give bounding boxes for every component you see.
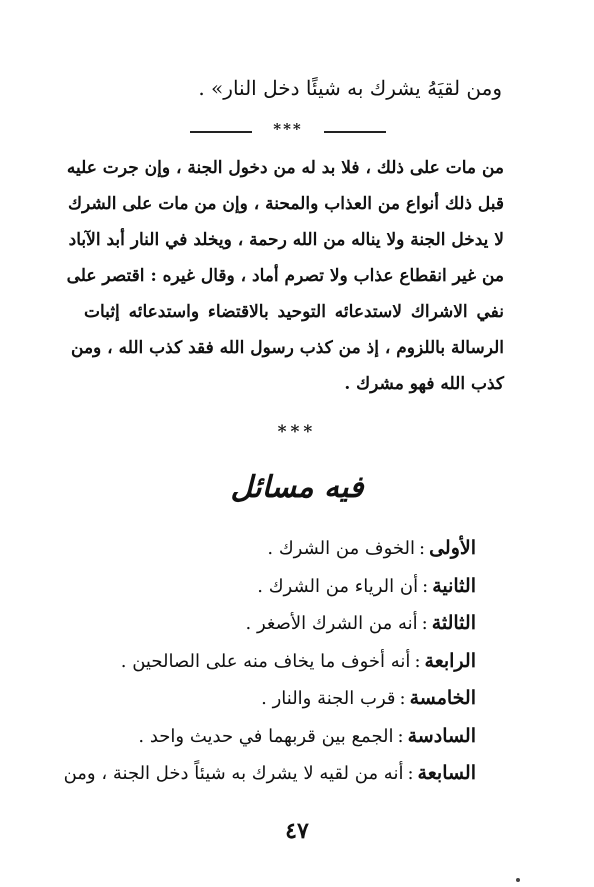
issue-text: أن الرياء من الشرك . <box>257 575 419 597</box>
paragraph-line: قبل ذلك أنواع من العذاب والمحنة ، وإن من مات على الشرك <box>67 194 504 214</box>
scan-speck <box>516 878 520 882</box>
issue-item <box>76 680 476 718</box>
issue-item <box>76 718 476 756</box>
issue-text: أنه أخوف ما يخاف منه على الصالحين . <box>120 650 411 672</box>
issues-heading: فيه مسائل <box>230 470 364 505</box>
issue-item <box>63 755 476 793</box>
paragraph-line: الرسالة باللزوم ، إذ من كذب رسول الله فقد كذب الله ، ومن <box>71 338 504 358</box>
issue-separator: : <box>414 650 421 672</box>
paragraph-line: لا يدخل الجنة ولا يناله من الله رحمة ، ويخلد في النار أبد الآباد <box>68 230 504 250</box>
issue-text: أنه من لقيه لا يشرك به شيئاً دخل الجنة ، ومن <box>63 763 404 784</box>
issue-label: الأولى <box>429 537 476 559</box>
issue-separator: : <box>407 763 414 784</box>
issue-label: الثالثة <box>431 612 476 634</box>
page-number: ٤٧ <box>285 818 309 844</box>
divider-rule-left <box>190 131 252 133</box>
issue-item <box>76 530 476 568</box>
issue-item <box>76 643 476 681</box>
hadith-quote-ending: ومن لقيَهُ يشرك به شيئًا دخل النار» . <box>198 76 502 100</box>
issue-text: أنه من الشرك الأصغر . <box>245 613 418 634</box>
paragraph-line: كذب الله فهو مشرك . <box>344 374 504 394</box>
section-divider <box>190 120 386 140</box>
issue-text: الجمع بين قربهما في حديث واحد . <box>138 725 394 747</box>
issue-label: الخامسة <box>409 687 476 709</box>
issue-item <box>76 605 476 643</box>
divider-stars: *** <box>273 120 303 138</box>
issue-item <box>76 568 476 606</box>
issue-label: السادسة <box>407 724 476 747</box>
issue-label: الرابعة <box>424 649 476 672</box>
paragraph-line: من مات على ذلك ، فلا بد له من دخول الجنة ، وإن جرت عليه <box>66 158 504 178</box>
issue-separator: : <box>421 613 428 634</box>
paragraph-line: نفي الاشراك لاستدعائه التوحيد بالاقتضاء واستدعائه إثبات <box>84 302 504 322</box>
issue-separator: : <box>419 538 426 559</box>
issues-list <box>63 530 476 793</box>
issue-text: الخوف من الشرك . <box>267 538 415 559</box>
commentary-paragraph <box>66 150 504 402</box>
issue-text: قرب الجنة والنار . <box>261 688 396 709</box>
section-stars: *** <box>277 422 317 442</box>
issue-separator: : <box>399 688 406 709</box>
divider-rule-right <box>324 131 386 133</box>
issue-label: الثانية <box>432 574 476 597</box>
issue-separator: : <box>397 725 404 747</box>
paragraph-line: من غير انقطاع عذاب ولا تصرم أماد ، وقال غيره : اقتصر على <box>66 266 504 286</box>
issue-separator: : <box>422 575 429 597</box>
issue-label: السابعة <box>417 762 476 784</box>
